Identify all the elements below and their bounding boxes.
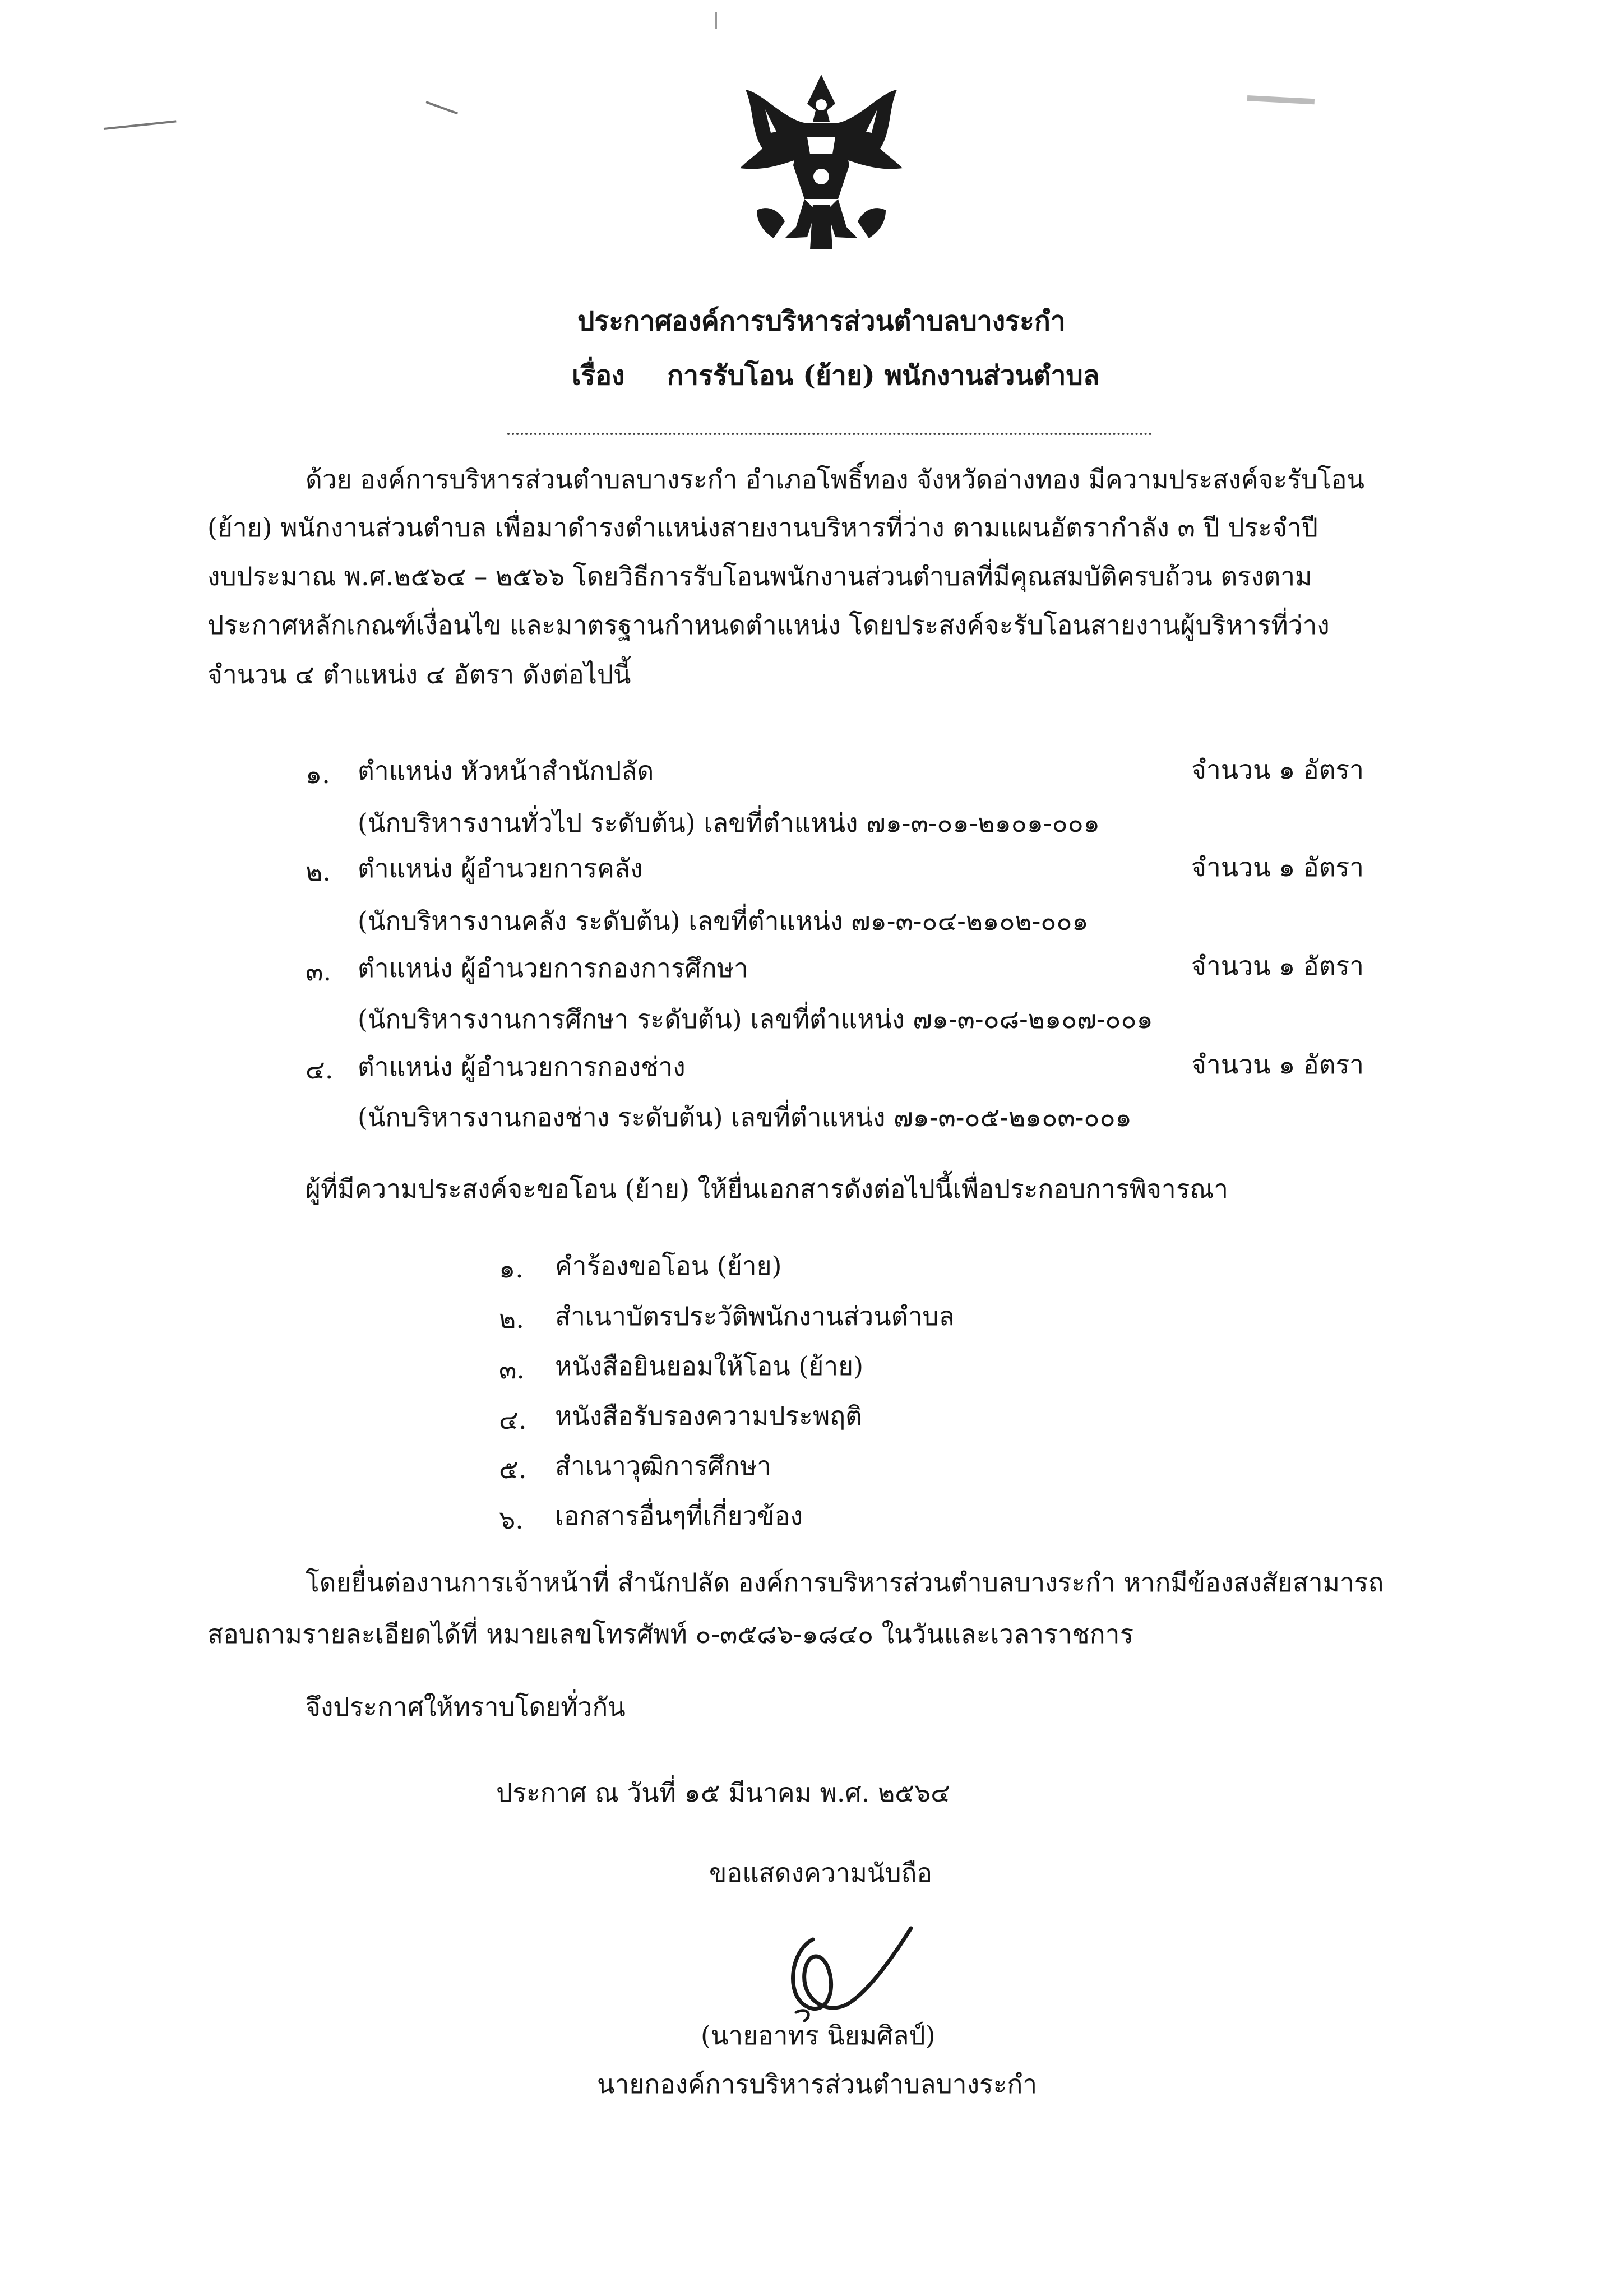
position-count: จำนวน ๑ อัตรา bbox=[1191, 754, 1364, 785]
document-number: ๑. bbox=[499, 1253, 524, 1284]
scan-mark bbox=[425, 101, 458, 114]
position-detail: (นักบริหารงานทั่วไป ระดับต้น) เลขที่ตำแหน่ง ๗๑-๓-๐๑-๒๑๐๑-๐๐๑ bbox=[358, 808, 1100, 838]
document-item: เอกสารอื่นๆที่เกี่ยวข้อง bbox=[555, 1501, 803, 1531]
document-number: ๔. bbox=[499, 1405, 527, 1435]
position-detail: (นักบริหารงานคลัง ระดับต้น) เลขที่ตำแหน่ง ๗๑-๓-๐๔-๒๑๐๒-๐๐๑ bbox=[358, 906, 1089, 936]
document-item: หนังสือยินยอมให้โอน (ย้าย) bbox=[555, 1351, 864, 1381]
contact-line: สอบถามรายละเอียดได้ที่ หมายเลขโทรศัพท์ ๐-๓๕๘๖-๑๘๔๐ ในวันและเวลาราชการ bbox=[207, 1619, 1134, 1649]
intro-line: จำนวน ๔ ตำแหน่ง ๔ อัตรา ดังต่อไปนี้ bbox=[207, 659, 631, 689]
position-count: จำนวน ๑ อัตรา bbox=[1191, 852, 1364, 882]
garuda-emblem-icon bbox=[723, 70, 919, 255]
regards-text: ขอแสดงความนับถือ bbox=[709, 1858, 933, 1888]
announcement-subject-label: เรื่อง bbox=[572, 360, 625, 391]
document-number: ๓. bbox=[499, 1354, 525, 1385]
signer-name: (นายอาทร นิยมศิลป์) bbox=[701, 2020, 936, 2050]
position-title: ตำแหน่ง หัวหน้าสำนักปลัด bbox=[358, 756, 654, 786]
document-item: สำเนาวุฒิการศึกษา bbox=[555, 1451, 771, 1481]
signature-icon bbox=[774, 1917, 919, 2029]
scan-mark bbox=[715, 12, 717, 29]
position-count: จำนวน ๑ อัตรา bbox=[1191, 1049, 1364, 1080]
intro-line: (ย้าย) พนักงานส่วนตำบล เพื่อมาดำรงตำแหน่งสายงานบริหารที่ว่าง ตามแผนอัตรากำลัง ๓ ปี ประจำปี bbox=[207, 512, 1318, 543]
announcement-subject: การรับโอน (ย้าย) พนักงานส่วนตำบล bbox=[667, 360, 1100, 391]
announcement-date: ประกาศ ณ วันที่ ๑๕ มีนาคม พ.ศ. ๒๕๖๔ bbox=[496, 1777, 951, 1808]
document-number: ๒. bbox=[499, 1304, 524, 1334]
signer-title: นายกองค์การบริหารส่วนตำบลบางระกำ bbox=[597, 2069, 1038, 2099]
intro-line: ประกาศหลักเกณฑ์เงื่อนไข และมาตรฐานกำหนดตำแหน่ง โดยประสงค์จะรับโอนสายงานผู้บริหารที่ว่าง bbox=[207, 610, 1330, 640]
document-number: ๕. bbox=[499, 1454, 527, 1484]
header-divider bbox=[507, 433, 1152, 435]
announcement-title: ประกาศองค์การบริหารส่วนตำบลบางระกำ bbox=[577, 305, 1066, 337]
document-item: หนังสือรับรองความประพฤติ bbox=[555, 1401, 863, 1431]
position-detail: (นักบริหารงานกองช่าง ระดับต้น) เลขที่ตำแหน่ง ๗๑-๓-๐๕-๒๑๐๓-๐๐๑ bbox=[358, 1102, 1132, 1132]
position-detail: (นักบริหารงานการศึกษา ระดับต้น) เลขที่ตำแหน่ง ๗๑-๓-๐๘-๒๑๐๗-๐๐๑ bbox=[358, 1004, 1153, 1034]
position-number: ๓. bbox=[306, 956, 332, 987]
document-item: คำร้องขอโอน (ย้าย) bbox=[555, 1251, 782, 1281]
scan-mark bbox=[104, 120, 177, 130]
intro-line: ด้วย องค์การบริหารส่วนตำบลบางระกำ อำเภอโพธิ์ทอง จังหวัดอ่างทอง มีความประสงค์จะรับโอน bbox=[306, 464, 1364, 494]
intro-line: งบประมาณ พ.ศ.๒๕๖๔ – ๒๕๖๖ โดยวิธีการรับโอนพนักงานส่วนตำบลที่มีคุณสมบัติครบถ้วน ตรงตาม bbox=[207, 561, 1312, 591]
position-title: ตำแหน่ง ผู้อำนวยการกองช่าง bbox=[358, 1052, 686, 1082]
position-count: จำนวน ๑ อัตรา bbox=[1191, 951, 1364, 981]
position-number: ๑. bbox=[306, 759, 330, 789]
document-item: สำเนาบัตรประวัติพนักงานส่วนตำบล bbox=[555, 1301, 955, 1331]
position-title: ตำแหน่ง ผู้อำนวยการกองการศึกษา bbox=[358, 953, 748, 983]
position-number: ๔. bbox=[306, 1054, 334, 1085]
contact-line: โดยยื่นต่องานการเจ้าหน้าที่ สำนักปลัด องค์การบริหารส่วนตำบลบางระกำ หากมีข้องสงสัยสามารถ bbox=[306, 1567, 1384, 1598]
document-number: ๖. bbox=[499, 1504, 524, 1535]
position-number: ๒. bbox=[306, 857, 331, 887]
closing-text: จึงประกาศให้ทราบโดยทั่วกัน bbox=[306, 1692, 626, 1722]
position-title: ตำแหน่ง ผู้อำนวยการคลัง bbox=[358, 853, 643, 883]
scan-mark bbox=[1247, 95, 1315, 104]
documents-intro: ผู้ที่มีความประสงค์จะขอโอน (ย้าย) ให้ยื่นเอกสารดังต่อไปนี้เพื่อประกอบการพิจารณา bbox=[306, 1174, 1228, 1204]
